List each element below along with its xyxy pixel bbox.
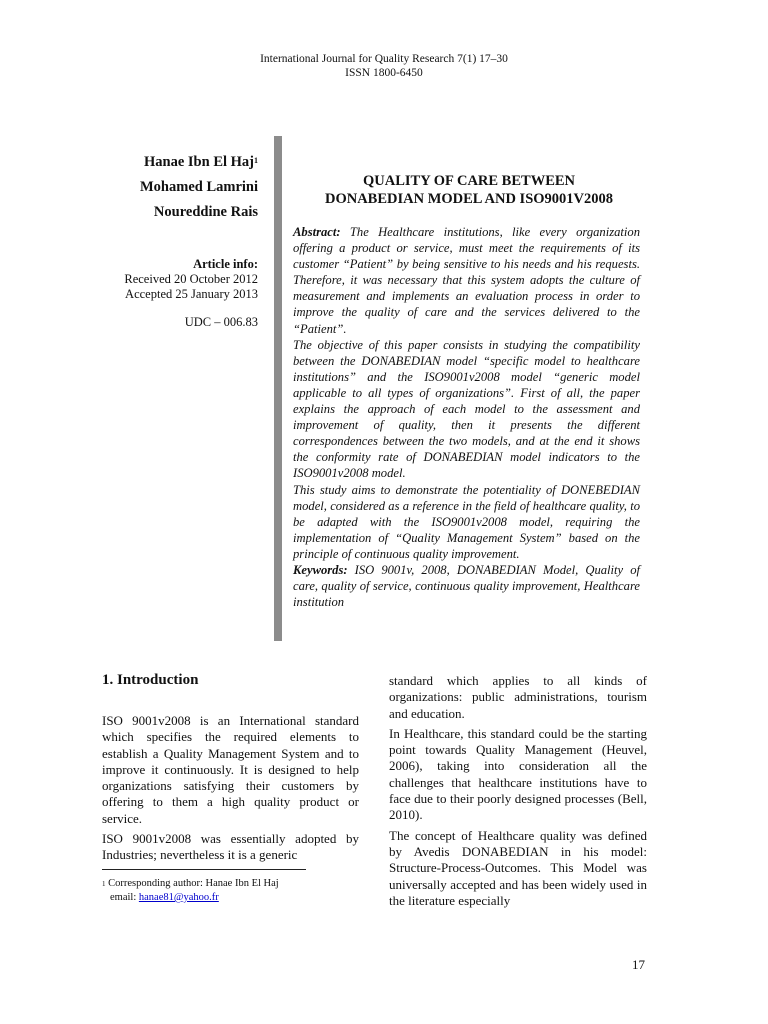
abstract-paragraph: This study aims to demonstrate the potentiality of DONEBEDIAN model, considered as a reference in the field of healthcare quality, to be adapted with the ISO9001v2008 model, requiring the implementation of “Quality Management System” based on the principle of continuous quality improvement. [293,482,640,561]
vertical-divider [274,136,282,641]
abstract [293,224,640,610]
page-number: 17 [632,957,645,972]
footnote-text: Corresponding author: Hanae Ibn El Haj [108,878,279,889]
abstract-paragraph: Abstract: The Healthcare institutions, like every organization offering a product or service, must meet the requirements of its customer “Patient” by being sensitive to his needs and his requests. Therefore, it was necessary that this system adopts the culture of measurement and implements an evaluation process in order to improve the quality of care and the services delivered to the “Patient”. [293,225,640,336]
section-heading: 1. Introduction [102,672,199,688]
email-link[interactable]: hanae81@yahoo.fr [138,892,219,903]
title-line: QUALITY OF CARE BETWEEN [362,173,576,189]
accepted-date: Accepted 25 January 2013 [125,287,258,301]
author-name: Noureddine Rais [153,204,258,220]
keywords: Keywords: ISO 9001v, 2008, DONABEDIAN Model, Quality of care, quality of service, continuous quality improvement, Healthcare institution [293,562,641,610]
author-list [140,150,258,225]
footnote-mark: 1 [102,880,106,888]
journal-title-line: International Journal for Quality Research 7(1) 17–30 [260,53,508,65]
body-paragraph: ISO 9001v2008 is an International standard which specifies the required elements to establish a Quality Management System and to improve it continuously. It is designed to help organizations satisfying their customers by offering to them a high quality product or service. [102,713,359,826]
abstract-label: Abstract: [293,225,341,239]
body-paragraph: In Healthcare, this standard could be the starting point towards Quality Management (Heuvel, 2006), taking into consideration all the challenges that healthcare institutions have to face due to their poorly designed processes (Bell, 2010). [389,725,647,823]
article-info [124,257,258,302]
udc-code: UDC – 006.83 [184,315,258,329]
received-date: Received 20 October 2012 [124,272,258,286]
title-line: DONABEDIAN MODEL AND ISO9001V2008 [324,191,614,207]
email-label: email: [110,892,137,903]
author-name: Mohamed Lamrini [139,179,258,195]
author-footnote-mark: 1 [254,156,258,165]
body-paragraph: ISO 9001v2008 was essentially adopted by Industries; nevertheless it is a generic [102,831,359,863]
body-column-left [102,713,359,868]
body-column-right [389,673,647,913]
issn-line: ISSN 1800-6450 [345,67,423,79]
paper-title [295,172,643,208]
body-paragraph: The concept of Healthcare quality was defined by Avedis DONABEDIAN in his model: Structure-Process-Outcomes. This Model was universally accepted and has been widely used in the literature especially [389,827,647,908]
footnote-divider [102,869,306,870]
body-paragraph: standard which applies to all kinds of organizations: public administrations, tourism and education. [389,673,647,721]
keywords-label: Keywords: [293,562,348,577]
author-name: Hanae Ibn El Haj$^1$ [144,154,258,170]
abstract-paragraph: The objective of this paper consists in studying the compatibility between the DONABEDIAN model “specific model to healthcare institutions” and the ISO9001v2008 model “generic model applicable to all types of organizations”. First of all, the paper explains the approach of each model to the assessment and improvement of quality, then it presents the different correspondences between the two models, and at the end it shows the conformity rate of DONABEDIAN model indicators to the ISO9001v2008 model. [293,337,640,481]
footnote [102,877,279,905]
article-info-label: Article info: [193,257,258,271]
